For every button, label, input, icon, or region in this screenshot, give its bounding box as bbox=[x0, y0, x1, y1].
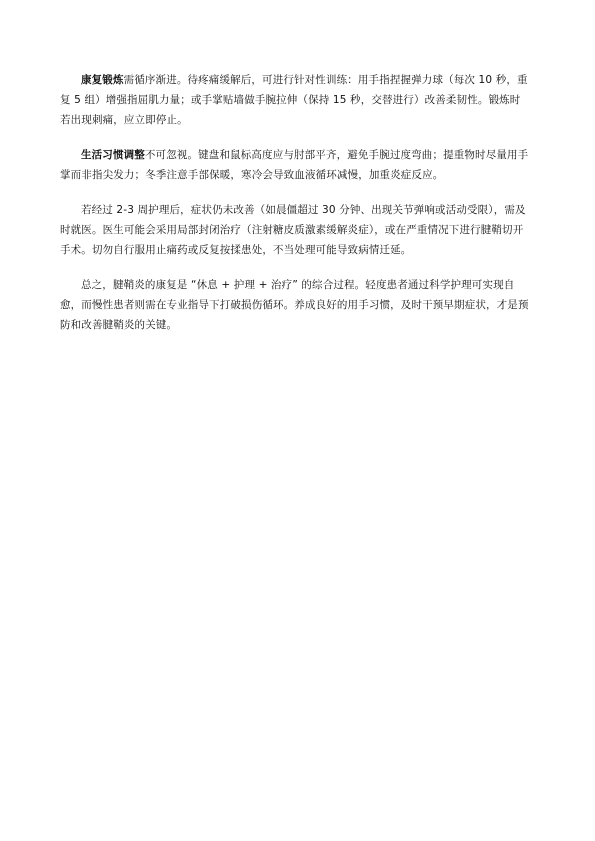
document-body bbox=[60, 70, 530, 350]
paragraph-lead-rehab-exercise: 康复锻炼 bbox=[81, 74, 124, 86]
paragraph-rehab-exercise bbox=[60, 70, 530, 130]
paragraph-text-lifestyle-adjustment: 不可忽视。键盘和鼠标高度应与肘部平齐，避免手腕过度弯曲；提重物时尽量用手掌而非指尖发力；冬季注意手部保暖，寒冷会导致血液循环减慢，加重炎症反应。 bbox=[60, 149, 529, 181]
paragraph-text-summary: 总之，腱鞘炎的康复是 “休息 + 护理 + 治疗” 的综合过程。轻度患者通过科学护理可实现自愈，而慢性患者则需在专业指导下打破损伤循环。养成良好的用手习惯，及时干预早期症状，才是预防和改善腱鞘炎的关键。 bbox=[60, 279, 529, 331]
paragraph-seek-medical-care bbox=[60, 200, 530, 260]
paragraph-lead-lifestyle-adjustment: 生活习惯调整 bbox=[81, 149, 145, 161]
paragraph-text-rehab-exercise: 需循序渐进。待疼痛缓解后，可进行针对性训练：用手指捏握弹力球（每次 10 秒，重复 5 组）增强指屈肌力量；或手掌贴墙做手腕拉伸（保持 15 秒，交替进行）改善柔韧性。锻炼时若出现刺痛，应立即停止。 bbox=[60, 74, 528, 126]
paragraph-text-seek-medical-care: 若经过 2-3 周护理后，症状仍未改善（如晨僵超过 30 分钟、出现关节弹响或活动受限），需及时就医。医生可能会采用局部封闭治疗（注射糖皮质激素缓解炎症），或在严重情况下进行腱鞘切开手术。切勿自行服用止痛药或反复按揉患处，不当处理可能导致病情迁延。 bbox=[60, 204, 526, 256]
paragraph-summary bbox=[60, 275, 530, 335]
paragraph-lifestyle-adjustment bbox=[60, 145, 530, 185]
